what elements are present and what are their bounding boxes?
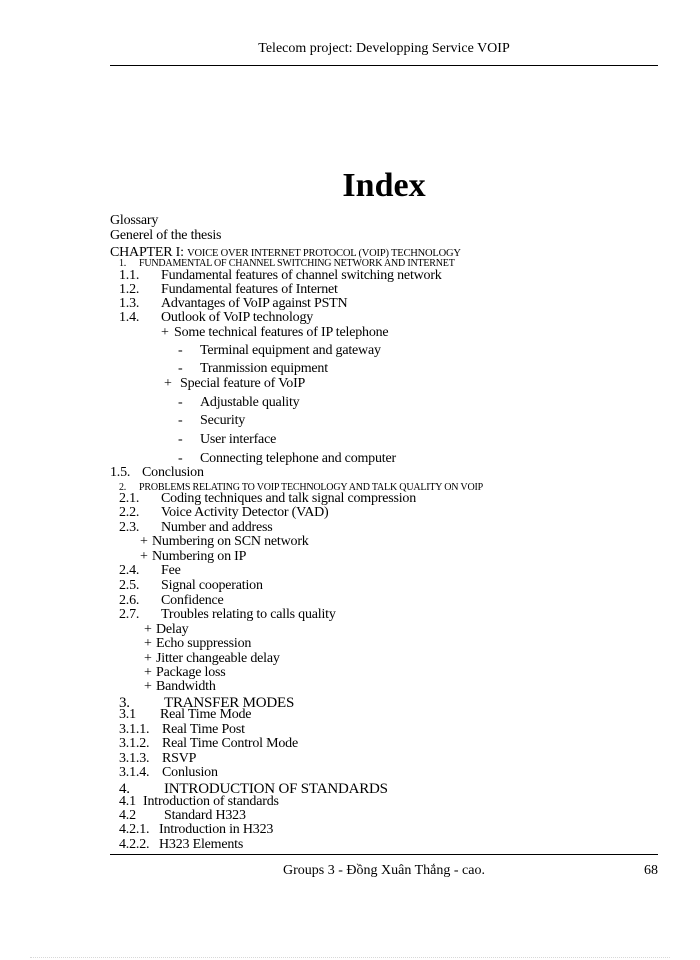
page-footer: Groups 3 - Đồng Xuân Thắng - cao.	[283, 863, 485, 878]
toc-entry	[119, 608, 336, 622]
toc-entry-number: 3.1.2.	[119, 736, 150, 751]
toc-entry-text: INTRODUCTION OF STANDARDS	[164, 781, 388, 797]
toc-entry-number: 3.1.4.	[119, 765, 150, 780]
toc-entry-text: Numbering on SCN network	[152, 534, 309, 549]
toc-entry-text: Signal cooperation	[161, 578, 263, 593]
toc-entry-number: 1.2.	[119, 282, 140, 297]
toc-entry	[119, 752, 196, 766]
toc-entry-text: Jitter changeable delay	[156, 651, 280, 666]
toc-entry-number: 2.1.	[119, 491, 140, 506]
toc-entry-text: Real Time Mode	[160, 707, 252, 722]
toc-entry	[119, 579, 263, 593]
toc-entry-number: 4.2.2.	[119, 837, 150, 852]
toc-entry-text: Adjustable quality	[200, 395, 300, 410]
toc-entry-number: 1.5.	[110, 465, 131, 480]
toc-entry	[119, 737, 298, 751]
toc-entry-text: Standard H323	[164, 808, 246, 823]
toc-entry-number: -	[178, 451, 183, 466]
toc-entry-number: 3.	[119, 695, 130, 711]
toc-entry-text: Fee	[161, 563, 181, 578]
toc-entry-text: Delay	[156, 622, 189, 637]
toc-entry-number: 1.	[119, 258, 127, 269]
toc-entry-text: Terminal equipment and gateway	[200, 343, 381, 358]
toc-entry-number: +	[144, 679, 152, 694]
toc-entry	[110, 466, 204, 480]
toc-entry-number: +	[144, 665, 152, 680]
header-rule	[110, 65, 658, 66]
toc-entry-number: +	[164, 376, 172, 391]
toc-entry	[164, 377, 305, 391]
toc-entry-text: Glossary	[110, 213, 159, 228]
toc-entry-text: Fundamental features of Internet	[161, 282, 338, 297]
toc-entry-number: -	[178, 361, 183, 376]
toc-entry-text: RSVP	[162, 751, 197, 766]
toc-entry	[110, 229, 221, 243]
toc-entry-number: -	[178, 395, 183, 410]
toc-entry-text: Real Time Control Mode	[162, 736, 298, 751]
footer-rule	[110, 854, 658, 855]
toc-entry	[119, 809, 246, 823]
toc-entry	[119, 795, 279, 809]
toc-entry	[119, 766, 218, 780]
toc-entry-number: 1.1.	[119, 268, 140, 283]
toc-entry-text: Troubles relating to calls quality	[161, 607, 336, 622]
toc-entry-number: 2.4.	[119, 563, 140, 578]
toc-entry	[178, 396, 299, 410]
toc-entry-number: 1.4.	[119, 310, 140, 325]
toc-entry-number: +	[144, 636, 152, 651]
toc-entry	[144, 666, 226, 680]
toc-entry	[119, 269, 442, 283]
toc-entry-number: 4.2.1.	[119, 822, 150, 837]
toc-entry	[119, 838, 243, 852]
toc-entry	[178, 433, 276, 447]
toc-entry	[119, 521, 272, 535]
toc-entry	[144, 623, 188, 637]
toc-entry	[144, 680, 216, 694]
toc-entry-number: 4.2	[119, 808, 136, 823]
toc-entry	[140, 550, 246, 564]
toc-entry	[110, 214, 158, 228]
page-title: Index	[342, 167, 426, 204]
toc-entry-text: Introduction of standards	[143, 794, 279, 809]
page-number: 68	[644, 863, 658, 878]
toc-entry-text: Generel of the thesis	[110, 228, 222, 243]
toc-entry-text: H323 Elements	[159, 837, 244, 852]
toc-entry-text: Connecting telephone and computer	[200, 451, 396, 466]
toc-entry-number: 4.	[119, 781, 130, 797]
page-header: Telecom project: Developping Service VOIP	[258, 41, 510, 56]
toc-entry	[140, 535, 309, 549]
toc-entry-text: Special feature of VoIP	[180, 376, 306, 391]
toc-entry-text: Confidence	[161, 593, 224, 608]
toc-entry-text: Security	[200, 413, 246, 428]
toc-entry-number: 2.6.	[119, 593, 140, 608]
toc-entry	[119, 723, 245, 737]
toc-entry-number: +	[140, 534, 148, 549]
toc-entry-text: Fundamental features of channel switching network	[161, 268, 442, 283]
toc-entry-text: Some technical features of IP telephone	[174, 325, 389, 340]
toc-entry	[119, 708, 251, 722]
toc-entry-text: Coding techniques and talk signal compression	[161, 491, 417, 506]
toc-entry	[119, 283, 338, 297]
toc-entry-text: Outlook of VoIP technology	[161, 310, 314, 325]
toc-entry-number: +	[144, 651, 152, 666]
toc-entry-text: TRANSFER MODES	[164, 695, 295, 711]
toc-entry-number: 2.5.	[119, 578, 140, 593]
toc-entry-text: Bandwidth	[156, 679, 216, 694]
toc-entry-text: User interface	[200, 432, 277, 447]
toc-entry	[144, 652, 280, 666]
toc-entry-text: FUNDAMENTAL OF CHANNEL SWITCHING NETWORK AND INTERNET	[139, 258, 455, 269]
toc-entry	[119, 594, 224, 608]
toc-entry-number: 2.7.	[119, 607, 140, 622]
toc-entry-text: Echo suppression	[156, 636, 252, 651]
toc-entry	[119, 311, 313, 325]
toc-entry	[119, 297, 347, 311]
toc-entry-number: 3.1.1.	[119, 722, 150, 737]
toc-entry-text: Real Time Post	[162, 722, 245, 737]
toc-entry-text: VOICE OVER INTERNET PROTOCOL (VOIP) TECHNOLOGY	[187, 248, 461, 259]
toc-entry-number: +	[144, 622, 152, 637]
toc-entry	[178, 414, 245, 428]
toc-entry-text: Number and address	[161, 520, 273, 535]
toc-entry	[119, 506, 328, 520]
toc-entry-number: -	[178, 413, 183, 428]
toc-entry-number: 2.3.	[119, 520, 140, 535]
toc-entry-number: 2.2.	[119, 505, 140, 520]
toc-entry-text: Conlusion	[162, 765, 218, 780]
toc-entry-number: 4.1	[119, 794, 136, 809]
toc-entry	[119, 492, 416, 506]
toc-entry	[161, 326, 388, 340]
toc-entry-number: 3.1	[119, 707, 136, 722]
toc-entry-text: Numbering on IP	[152, 549, 247, 564]
toc-entry-text: PROBLEMS RELATING TO VOIP TECHNOLOGY AND TALK QUALITY ON VOIP	[139, 482, 483, 493]
toc-entry-number: +	[140, 549, 148, 564]
toc-entry-text: Conclusion	[142, 465, 204, 480]
page-bottom-dotted-rule	[30, 957, 670, 958]
toc-entry-text: Advantages of VoIP against PSTN	[161, 296, 348, 311]
toc-entry-text: Tranmission equipment	[200, 361, 328, 376]
toc-entry	[144, 637, 251, 651]
toc-entry-text: Introduction in H323	[159, 822, 274, 837]
toc-entry	[178, 452, 396, 466]
toc-entry	[119, 564, 181, 578]
toc-entry-text: Voice Activity Detector (VAD)	[161, 505, 329, 520]
toc-entry-number: +	[161, 325, 169, 340]
toc-entry-number: 2.	[119, 482, 127, 493]
toc-entry-number: 1.3.	[119, 296, 140, 311]
toc-entry	[178, 344, 381, 358]
toc-entry-number: CHAPTER I:	[110, 245, 184, 260]
toc-entry-number: 3.1.3.	[119, 751, 150, 766]
toc-entry	[178, 362, 328, 376]
toc-entry-text: Package loss	[156, 665, 226, 680]
toc-entry	[119, 823, 273, 837]
toc-entry-number: -	[178, 343, 183, 358]
toc-entry-number: -	[178, 432, 183, 447]
